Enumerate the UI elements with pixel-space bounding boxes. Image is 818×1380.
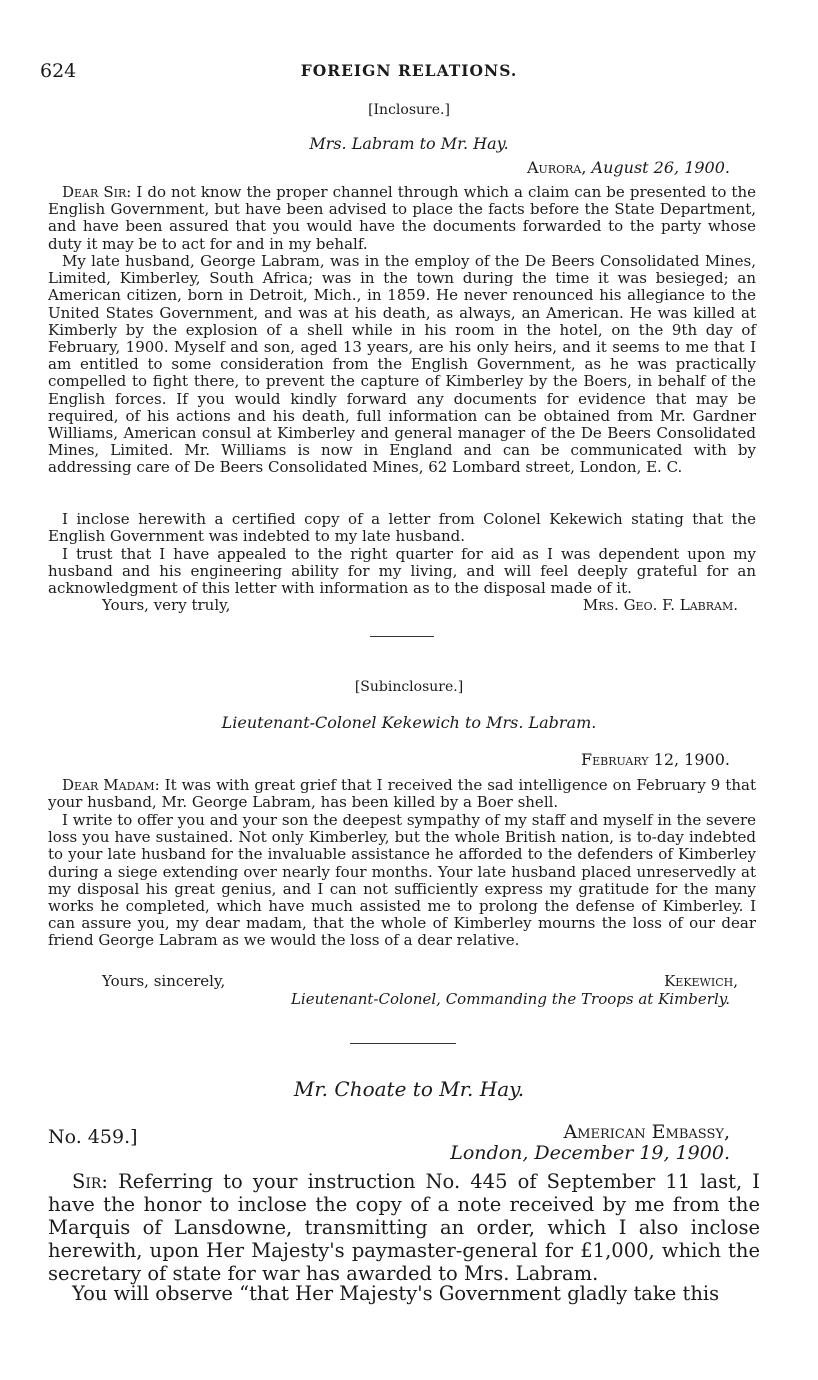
- inclosure-dateline: [527, 158, 730, 177]
- letter-paragraph-2: You will observe “that Her Majesty's Government gladly take this: [72, 1282, 720, 1305]
- section-divider-2: [350, 1043, 456, 1044]
- letter-title: Mr. Choate to Mr. Hay.: [293, 1077, 525, 1101]
- subinclosure-closing: Yours, sincerely,: [102, 972, 226, 990]
- subinclosure-signature: Kekewich,: [664, 972, 738, 990]
- inclosure-paragraph-2: My late husband, George Labram, was in the employ of the De Beers Consolidated Mines, Limited, Kimberley, South Africa; was in the town during the time it was besieged; an American citizen, born in Detroit, Mich., in 1859. He never renounced his allegiance to the United States Government, and was at his death, as always, an American. He was killed at Kimberly by the explosion of a shell while in his room in the hotel, on the 9th day of February, 1900. Myself and son, aged 13 years, are his only heirs, and it seems to me that I am entitled to some consideration from the English Government, as he was practically compelled to fight there, to prevent the capture of Kimberley by the Boers, in behalf of the English forces. If you would kindly forward any documents for evidence that may be required, of his actions and his death, full information can be obtained from Mr. Gardner Williams, American consul at Kimberley and general manager of the De Beers Consolidated Mines, Limited. Mr. Williams is now in England and can be communicated with by addressing care of De Beers Consolidated Mines, 62 Lombard street, London, E. C.: [48, 252, 756, 477]
- inclosure-salutation: Dear Sir:: [62, 183, 132, 201]
- subinclosure-date: February 12, 1900.: [580, 750, 730, 769]
- subinclosure-salutation: Dear Madam:: [62, 776, 160, 794]
- subinclosure-label: [Subinclosure.]: [354, 679, 464, 695]
- letter-date: London, December 19, 1900.: [450, 1142, 730, 1164]
- subinclosure-paragraph-1-text: It was with great grief that I received the sad intelligence on February 9 that your husband, Mr. George Labram, has been killed by a Boer shell.: [48, 776, 756, 812]
- inclosure-paragraph-4: I trust that I have appealed to the right quarter for aid as I was dependent upon my husband and his engineering ability for my living, and will feel deeply grateful for an acknowledgment of this letter with information as to the disposal made of it.: [48, 545, 756, 598]
- inclosure-label: [Inclosure.]: [368, 102, 450, 118]
- inclosure-title: Mrs. Labram to Mr. Hay.: [309, 134, 509, 153]
- letter-paragraph-1-text: Referring to your instruction No. 445 of September 11 last, I have the honor to inclose the copy of a note received by me from the Marquis of Lansdowne, transmitting an order, which I also inclose herewith, upon Her Majesty's paymaster-general for £1,000, which the secretary of state for war has awarded to Mrs. Labram.: [48, 1170, 761, 1285]
- inclosure-signature: Mrs. Geo. F. Labram.: [582, 596, 738, 614]
- running-title: FOREIGN RELATIONS.: [300, 61, 518, 80]
- letter-place: American Embassy,: [563, 1121, 730, 1143]
- letter-salutation: Sir:: [72, 1170, 108, 1193]
- inclosure-closing: Yours, very truly,: [102, 596, 231, 614]
- inclosure-paragraph-3: I inclose herewith a certified copy of a letter from Colonel Kekewich stating that the English Government was indebted to my late husband.: [48, 510, 756, 546]
- subinclosure-signature-title: Lieutenant-Colonel, Commanding the Troops at Kimberly.: [290, 990, 730, 1008]
- page-number: 624: [40, 60, 77, 82]
- subinclosure-title: Lieutenant-Colonel Kekewich to Mrs. Labram.: [221, 713, 597, 732]
- inclosure-paragraph-1: [48, 184, 756, 253]
- section-divider: [370, 636, 434, 637]
- letter-number: No. 459.]: [48, 1126, 138, 1148]
- inclosure-paragraph-1-text: I do not know the proper channel through which a claim can be presented to the English Government, but have been advised to place the facts before the State Department, and have been assured that you would have the documents forwarded to the party whose duty it may be to act for and in my behalf.: [48, 183, 756, 253]
- subinclosure-paragraph-1: [48, 777, 756, 811]
- inclosure-place: Aurora,: [527, 158, 587, 177]
- subinclosure-paragraph-2: I write to offer you and your son the deepest sympathy of my staff and myself in the severe loss you have sustained. Not only Kimberley, but the whole British nation, is to-day indebted to your late husband for the invaluable assistance he afforded to the defenders of Kimberley during a siege extending over nearly four months. Your late husband placed unreservedly at my disposal his great genius, and I can not sufficiently express my gratitude for the many works he completed, which have much assisted me to prolong the defense of Kimberley. I can assure you, my dear madam, that the whole of Kimberley mourns the loss of our dear friend George Labram as we would the loss of a dear relative.: [48, 811, 756, 950]
- inclosure-date: August 26, 1900.: [591, 158, 730, 177]
- letter-paragraph-1: [48, 1170, 760, 1285]
